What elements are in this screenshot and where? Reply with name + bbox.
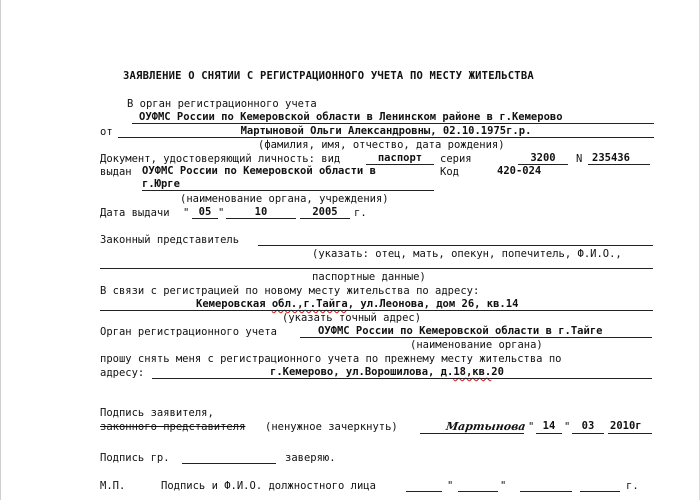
number-label: N xyxy=(576,153,583,165)
issue-year: 2005 xyxy=(312,206,338,218)
id-doc-type-underline xyxy=(366,164,434,165)
to-underline xyxy=(132,123,654,124)
page-left-edge xyxy=(0,0,1,500)
applicant-signature: Мартынова xyxy=(445,420,527,433)
to-label: В орган регистрационного учета xyxy=(127,98,317,110)
new-address-hint: (указать точный адрес) xyxy=(282,312,422,324)
reg-body-value: ОУФМС России по Кемеровской области в г.Тайге xyxy=(318,325,603,337)
to-value: ОУФМС России по Кемеровской области в Ленинском районе в г.Кемерово xyxy=(139,111,563,123)
mp-label: М.П. xyxy=(100,480,126,492)
reg-body-hint: (наименование органа) xyxy=(410,339,543,351)
issue-year-suffix: г. xyxy=(354,207,367,219)
old-address-part2: 18,кв. xyxy=(453,366,492,378)
old-address-part1: г.Кемерово, ул.Ворошилова, д. xyxy=(270,366,454,378)
code-value: 420-024 xyxy=(497,165,542,177)
rep-hint-line2: паспортные данные) xyxy=(312,271,426,283)
rep-underline-2 xyxy=(100,268,653,269)
certify-label: заверяю. xyxy=(285,452,336,464)
citizen-sig-label: Подпись гр. xyxy=(100,452,170,464)
issued-underline xyxy=(142,190,434,191)
series-value: 3200 xyxy=(530,152,556,164)
issue-day: 05 xyxy=(198,206,212,218)
issue-year-underline xyxy=(300,218,350,219)
from-hint: (фамилия, имя, отчество, дата рождения) xyxy=(258,139,505,151)
issue-date-quote-open: " xyxy=(183,207,190,219)
code-label: Код xyxy=(440,166,459,178)
from-value: Мартыновой Ольги Александровны, 02.10.1975г.р. xyxy=(240,125,532,137)
reg-body-underline xyxy=(300,337,652,338)
rep-hint-line1: (указать: отец, мать, опекун, попечитель, Ф.И.О., xyxy=(312,248,622,260)
issue-month: 10 xyxy=(254,206,268,218)
issued-label: выдан xyxy=(100,166,132,178)
new-address-part1: Кемеровская xyxy=(196,298,272,310)
old-address-value xyxy=(270,366,504,378)
sign-year: 2010г xyxy=(610,420,642,432)
document-title: ЗАЯВЛЕНИЕ О СНЯТИИ С РЕГИСТРАЦИОННОГО УЧЕТА ПО МЕСТУ ЖИТЕЛЬСТВА xyxy=(123,70,534,82)
sign-month: 03 xyxy=(581,420,595,432)
number-underline xyxy=(588,164,650,165)
rep-label: Законный представитель xyxy=(100,234,240,246)
official-year-underline xyxy=(580,491,620,492)
official-day-underline xyxy=(458,491,498,492)
request-text-line1: прошу снять меня с регистрационного учета по прежнему месту жительства по xyxy=(100,353,562,365)
reg-body-label: Орган регистрационного учета xyxy=(100,326,278,338)
id-doc-label: Документ, удостоверяющий личность: вид xyxy=(100,153,341,165)
issue-date-quote-close: " xyxy=(218,207,225,219)
from-underline xyxy=(118,137,654,138)
from-label: от xyxy=(100,126,113,138)
sign-quote-close: " xyxy=(564,421,571,433)
id-doc-type: паспорт xyxy=(377,152,423,164)
issue-date-label: Дата выдачи xyxy=(100,207,170,219)
official-sig-label: Подпись и Ф.И.О. должностного лица xyxy=(161,480,376,492)
citizen-sig-underline xyxy=(182,463,276,464)
request-text-line2: адресу: xyxy=(100,367,145,379)
rep-underline xyxy=(258,245,653,246)
issue-day-underline xyxy=(192,218,218,219)
old-address-underline xyxy=(152,378,652,379)
official-sig-underline xyxy=(406,491,442,492)
new-address-underline xyxy=(100,310,653,311)
official-quote-close: " xyxy=(500,480,507,492)
official-quote-open: " xyxy=(447,480,454,492)
official-month-underline xyxy=(520,491,572,492)
sign-year-underline xyxy=(608,433,652,434)
number-value: 235436 xyxy=(592,152,630,164)
sign-month-underline xyxy=(572,433,604,434)
new-address-part3: , ул.Леонова, дом 26, кв.14 xyxy=(347,298,519,310)
new-address-value xyxy=(196,298,518,310)
signature-underline xyxy=(420,433,524,434)
strike-hint: (ненужное зачеркнуть) xyxy=(265,421,398,433)
rep-sig-label: законного представителя xyxy=(100,421,246,433)
applicant-sig-label: Подпись заявителя, xyxy=(100,407,214,419)
official-year-suffix: г. xyxy=(626,480,639,492)
issued-hint: (наименование органа, учреждения) xyxy=(180,193,389,205)
sign-day-underline xyxy=(536,433,562,434)
sign-day: 14 xyxy=(542,420,556,432)
new-address-part2: обл.,г.Тайга xyxy=(271,298,348,310)
old-address-part3: 20 xyxy=(491,366,504,378)
sign-quote-open: " xyxy=(528,421,535,433)
issued-value-line2: г.Юрге xyxy=(142,178,180,190)
series-label: серия xyxy=(440,153,472,165)
new-address-label: В связи с регистрацией по новому месту жительства по адресу: xyxy=(100,285,480,297)
issued-value-line1: ОУФМС России по Кемеровской области в xyxy=(142,165,376,177)
issue-month-underline xyxy=(226,218,296,219)
